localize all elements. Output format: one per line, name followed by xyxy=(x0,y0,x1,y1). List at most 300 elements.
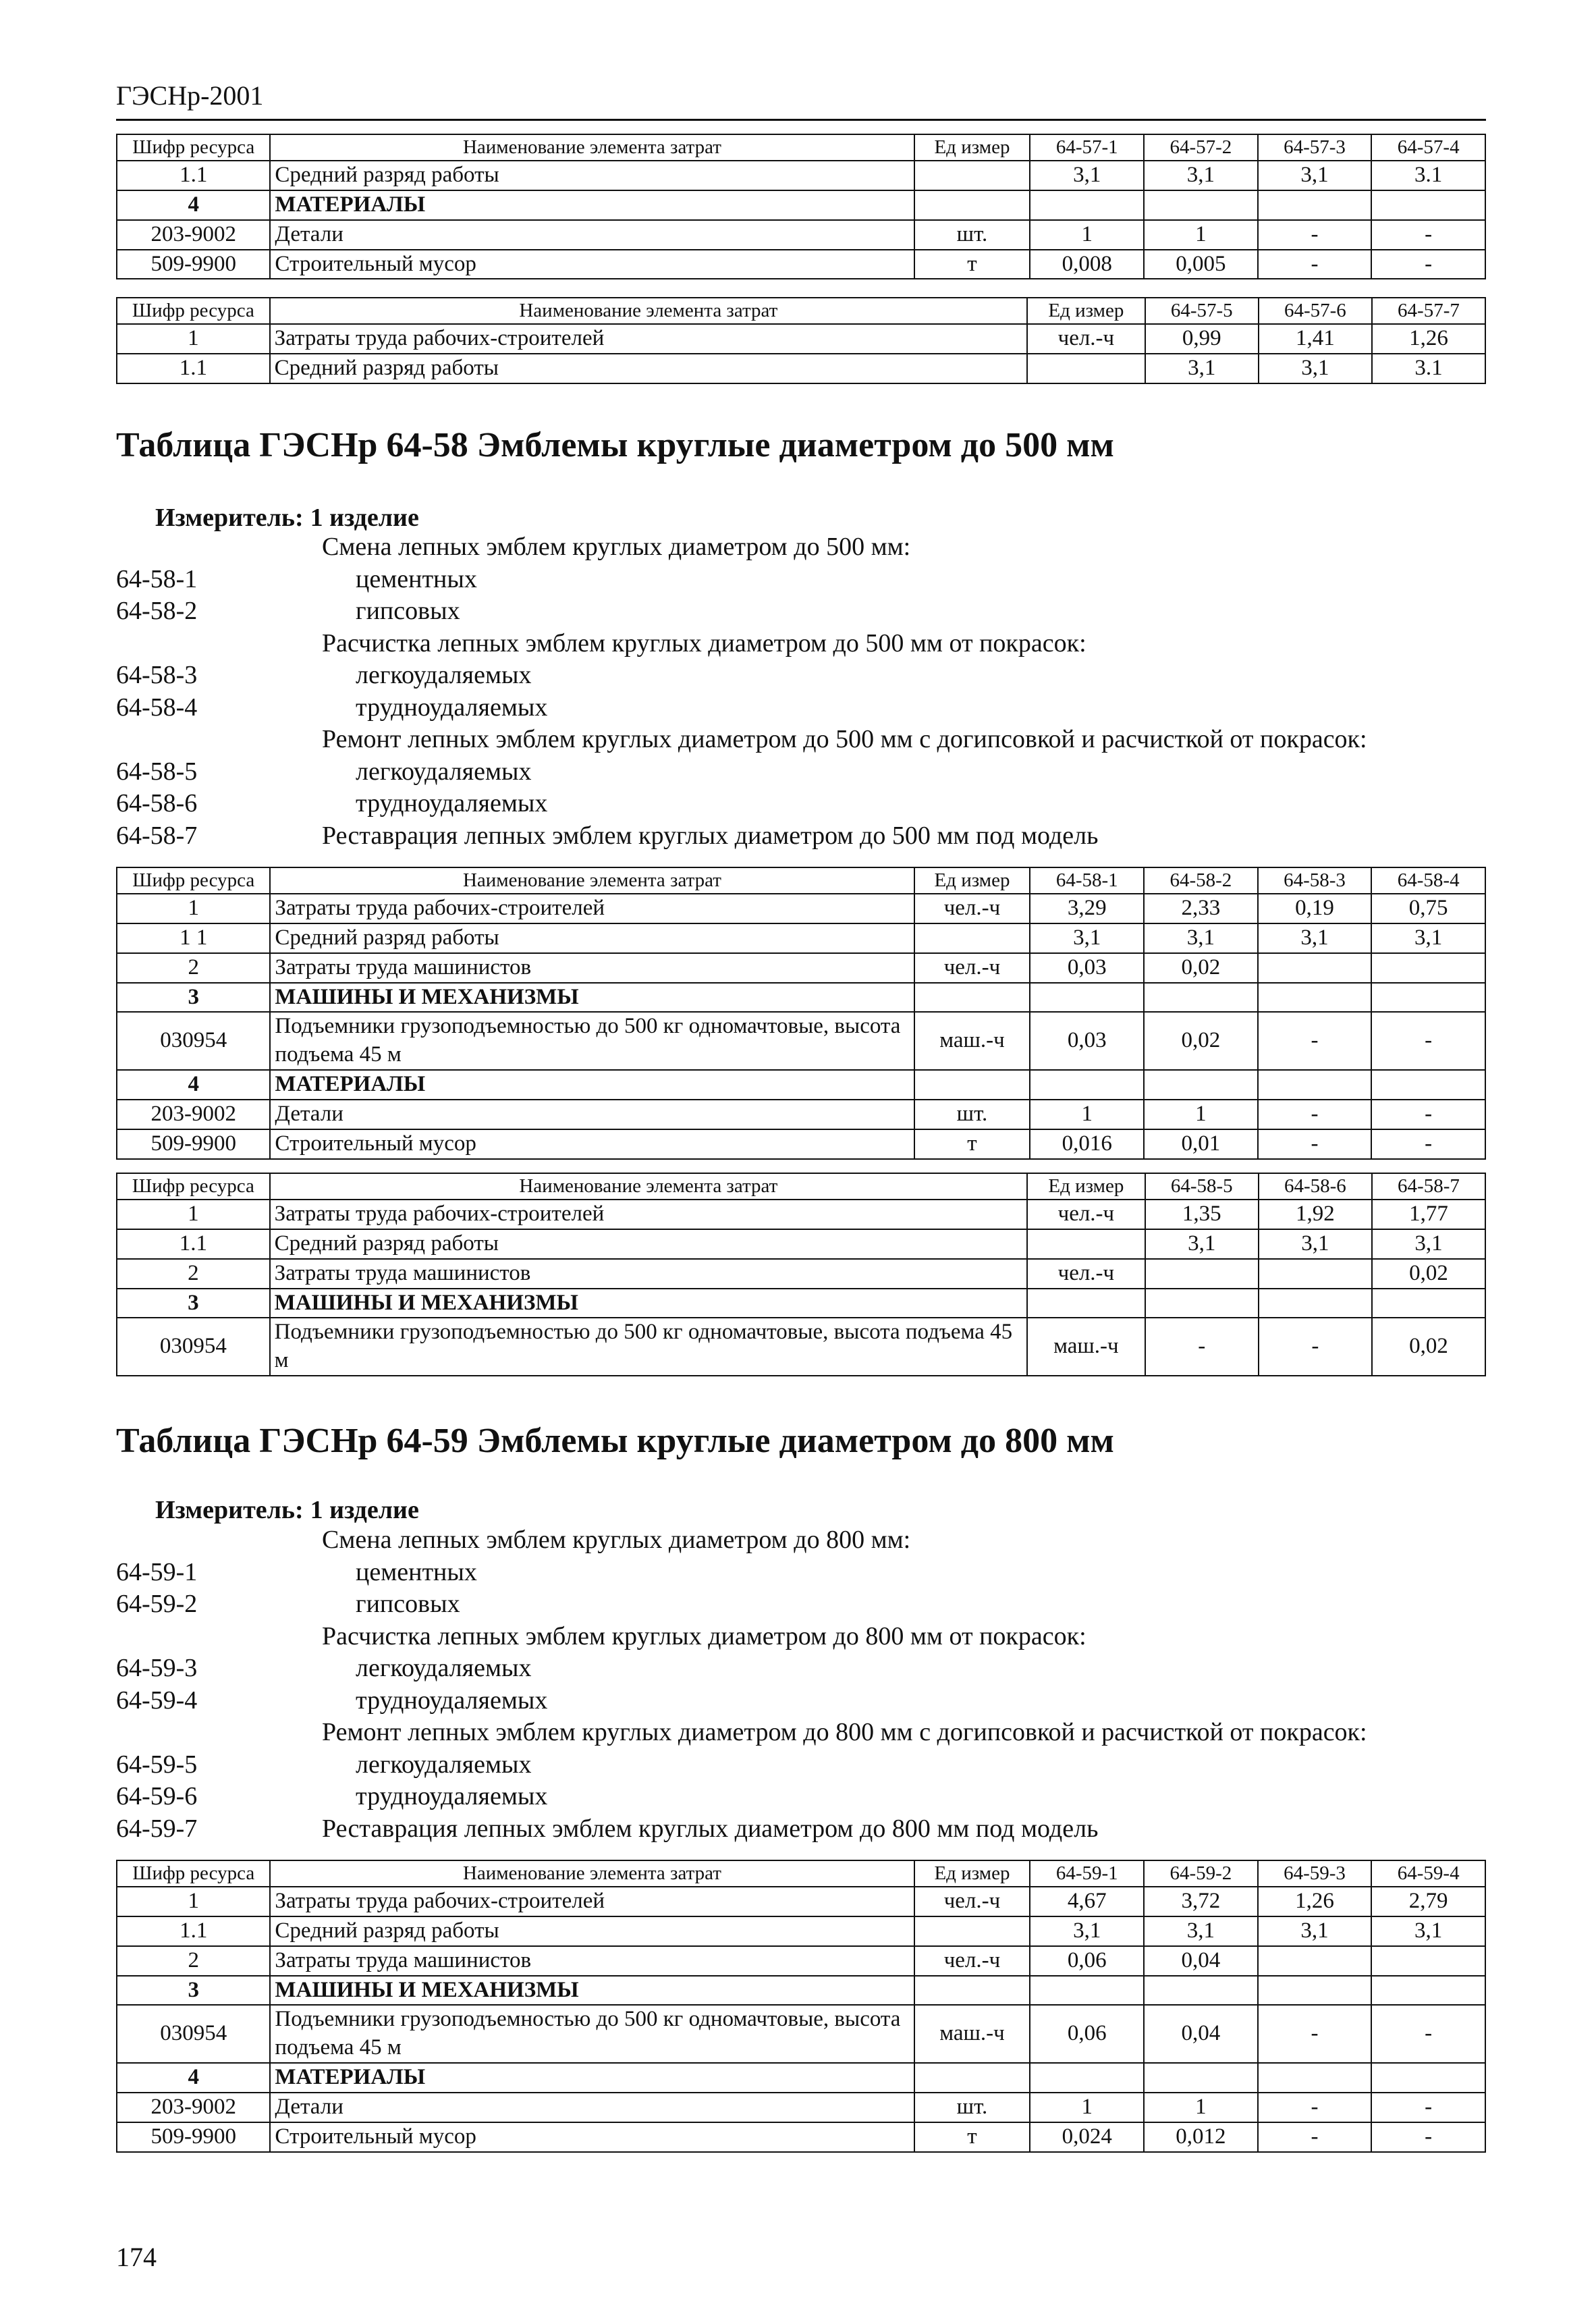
work-code: 64-59-6 xyxy=(116,1782,198,1810)
table-row xyxy=(117,1070,1485,1100)
work-code: 64-58-4 xyxy=(116,693,198,722)
work-text: гипсовых xyxy=(356,597,460,625)
header-rule xyxy=(116,119,1486,121)
col-header-norm: 64-58-4 xyxy=(1371,867,1485,894)
cell-value: 2,33 xyxy=(1144,894,1258,923)
cell-value xyxy=(1371,983,1485,1013)
col-header-unit: Ед измер xyxy=(1027,298,1145,324)
cell-value: 3,1 xyxy=(1371,923,1485,953)
cell-name: Подъемники грузоподъемностью до 500 кг одномачтовые, высота подъема 45 м xyxy=(270,1012,914,1070)
work-code: 64-59-4 xyxy=(116,1686,198,1715)
table-row xyxy=(117,1259,1485,1289)
cell-unit: чел.-ч xyxy=(1027,1259,1145,1289)
work-line xyxy=(116,628,1506,660)
work-text: трудноудаляемых xyxy=(356,1782,548,1810)
cell-value: 3,1 xyxy=(1258,923,1372,953)
cell-unit: т xyxy=(914,2122,1030,2152)
cell-value: 1 xyxy=(1144,220,1258,250)
cell-unit: чел.-ч xyxy=(914,894,1030,923)
work-text: Расчистка лепных эмблем круглых диаметром до 500 мм от покрасок: xyxy=(322,628,1086,657)
cell-value: - xyxy=(1371,1012,1485,1070)
cell-value: 1,92 xyxy=(1259,1200,1372,1229)
work-code: 64-58-5 xyxy=(116,757,198,786)
table-row xyxy=(117,983,1485,1013)
work-text: цементных xyxy=(356,1557,477,1586)
table-row xyxy=(117,2093,1485,2122)
cell-name: Затраты труда машинистов xyxy=(270,1259,1027,1289)
cell-value xyxy=(1030,983,1144,1013)
col-header-code: Шифр ресурса xyxy=(117,867,270,894)
cell-name: Затраты труда рабочих-строителей xyxy=(270,894,914,923)
work-line xyxy=(116,660,1506,692)
work-line xyxy=(116,1652,1506,1685)
cell-value xyxy=(1030,190,1144,220)
table-row xyxy=(117,953,1485,983)
cell-unit: маш.-ч xyxy=(914,1012,1030,1070)
cell-value xyxy=(1258,1946,1372,1976)
table-row xyxy=(117,1887,1485,1916)
table-64-59-1-4 xyxy=(116,1860,1486,2153)
cell-value: 3,72 xyxy=(1144,1887,1258,1916)
cell-unit: т xyxy=(914,250,1030,279)
work-line xyxy=(116,820,1506,853)
table-row xyxy=(117,1946,1485,1976)
work-list-64-59 xyxy=(116,1524,1506,1845)
cell-value xyxy=(1258,1070,1372,1100)
cell-value xyxy=(1144,1976,1258,2006)
cell-code: 509-9900 xyxy=(117,250,270,279)
work-code: 64-58-3 xyxy=(116,661,198,689)
cell-value: 0,02 xyxy=(1144,953,1258,983)
col-header-norm: 64-58-7 xyxy=(1372,1173,1485,1200)
cell-value: 1,35 xyxy=(1145,1200,1259,1229)
cell-value xyxy=(1145,1289,1259,1318)
table-row xyxy=(117,190,1485,220)
cell-code: 1 1 xyxy=(117,923,270,953)
cell-value: 1 xyxy=(1144,1100,1258,1129)
table-title-64-58: Таблица ГЭСНр 64-58 Эмблемы круглые диаметром до 500 мм xyxy=(116,426,1114,464)
header-row xyxy=(117,134,1485,161)
cell-unit xyxy=(914,983,1030,1013)
cell-value: 3,1 xyxy=(1144,161,1258,190)
cell-code: 203-9002 xyxy=(117,220,270,250)
cell-unit: чел.-ч xyxy=(914,1887,1030,1916)
cell-value: 0,016 xyxy=(1030,1129,1144,1159)
cell-name: МАТЕРИАЛЫ xyxy=(270,190,914,220)
cell-unit: чел.-ч xyxy=(914,953,1030,983)
cell-name: Средний разряд работы xyxy=(270,1229,1027,1259)
cell-name: МАТЕРИАЛЫ xyxy=(270,1070,914,1100)
col-header-norm: 64-59-2 xyxy=(1144,1860,1258,1887)
cell-value xyxy=(1030,1070,1144,1100)
table-row xyxy=(117,324,1485,354)
col-header-norm: 64-58-3 xyxy=(1258,867,1372,894)
cell-unit xyxy=(1027,1289,1145,1318)
cell-value: 1 xyxy=(1030,1100,1144,1129)
work-line xyxy=(116,1524,1506,1557)
cell-value: 0,06 xyxy=(1030,2005,1144,2063)
cell-unit xyxy=(914,923,1030,953)
header-row xyxy=(117,1860,1485,1887)
cell-name: Средний разряд работы xyxy=(270,1916,914,1946)
cell-code: 030954 xyxy=(117,1318,270,1376)
cell-value: 3,1 xyxy=(1258,161,1372,190)
cell-value: 0,04 xyxy=(1144,2005,1258,2063)
meter-value: 1 изделие xyxy=(310,1496,419,1524)
col-header-norm: 64-57-2 xyxy=(1144,134,1258,161)
cell-unit xyxy=(914,1916,1030,1946)
cell-value: - xyxy=(1258,250,1372,279)
cell-value: 0,01 xyxy=(1144,1129,1258,1159)
cell-value xyxy=(1144,2063,1258,2093)
cell-value: - xyxy=(1258,2122,1372,2152)
work-line xyxy=(116,1685,1506,1717)
table-row xyxy=(117,220,1485,250)
table-row xyxy=(117,1100,1485,1129)
cell-unit: чел.-ч xyxy=(1027,324,1145,354)
cell-name: Подъемники грузоподъемностью до 500 кг одномачтовые, высота подъема 45 м xyxy=(270,2005,914,2063)
col-header-code: Шифр ресурса xyxy=(117,1860,270,1887)
col-header-code: Шифр ресурса xyxy=(117,298,270,324)
cell-value xyxy=(1371,1976,1485,2006)
cell-unit: чел.-ч xyxy=(914,1946,1030,1976)
cell-value: - xyxy=(1371,2005,1485,2063)
meter-label: Измеритель: xyxy=(155,1496,304,1524)
cell-name: Затраты труда рабочих-строителей xyxy=(270,1200,1027,1229)
table-row xyxy=(117,1200,1485,1229)
work-text: легкоудаляемых xyxy=(356,661,532,689)
col-header-code: Шифр ресурса xyxy=(117,1173,270,1200)
cell-value: - xyxy=(1145,1318,1259,1376)
cell-value: - xyxy=(1371,250,1485,279)
col-header-norm: 64-59-4 xyxy=(1371,1860,1485,1887)
cell-value: 1 xyxy=(1030,220,1144,250)
cell-code: 1 xyxy=(117,1200,270,1229)
meter-value: 1 изделие xyxy=(310,504,419,532)
cell-value: - xyxy=(1259,1318,1372,1376)
col-header-norm: 64-58-1 xyxy=(1030,867,1144,894)
work-text: цементных xyxy=(356,564,477,593)
table-row xyxy=(117,1229,1485,1259)
col-header-norm: 64-59-3 xyxy=(1258,1860,1372,1887)
table-row xyxy=(117,923,1485,953)
cell-value: - xyxy=(1371,2093,1485,2122)
header-row xyxy=(117,867,1485,894)
cell-value xyxy=(1030,1976,1144,2006)
cell-name: МАШИНЫ И МЕХАНИЗМЫ xyxy=(270,1289,1027,1318)
cell-value: 0,024 xyxy=(1030,2122,1144,2152)
cell-value: 0,008 xyxy=(1030,250,1144,279)
work-text: Реставрация лепных эмблем круглых диаметром до 800 мм под модель xyxy=(322,1814,1099,1843)
cell-value: - xyxy=(1258,2005,1372,2063)
table-row xyxy=(117,1289,1485,1318)
cell-unit xyxy=(914,190,1030,220)
work-code: 64-59-1 xyxy=(116,1557,198,1586)
work-line xyxy=(116,1717,1506,1749)
cell-value xyxy=(1371,1070,1485,1100)
cell-name: Строительный мусор xyxy=(270,250,914,279)
col-header-name: Наименование элемента затрат xyxy=(270,1173,1027,1200)
work-line xyxy=(116,1621,1506,1653)
cell-value: 3,1 xyxy=(1030,161,1144,190)
cell-code: 4 xyxy=(117,2063,270,2093)
cell-value xyxy=(1259,1259,1372,1289)
cell-value: 4,67 xyxy=(1030,1887,1144,1916)
cell-value: 3,1 xyxy=(1258,1916,1372,1946)
cell-value: - xyxy=(1371,220,1485,250)
cell-value: 0,75 xyxy=(1371,894,1485,923)
work-line xyxy=(116,756,1506,788)
work-text: Ремонт лепных эмблем круглых диаметром до 500 мм с догипсовкой и расчисткой от покрасок: xyxy=(322,725,1367,753)
cell-name: Средний разряд работы xyxy=(270,354,1027,383)
cell-unit xyxy=(914,1070,1030,1100)
cell-value xyxy=(1144,1070,1258,1100)
col-header-unit: Ед измер xyxy=(914,867,1030,894)
cell-value: 0,04 xyxy=(1144,1946,1258,1976)
work-code: 64-58-6 xyxy=(116,789,198,817)
cell-code: 509-9900 xyxy=(117,2122,270,2152)
table-row xyxy=(117,250,1485,279)
work-code: 64-59-2 xyxy=(116,1590,198,1618)
cell-value xyxy=(1371,190,1485,220)
table-row xyxy=(117,1012,1485,1070)
table-64-58-5-7 xyxy=(116,1173,1486,1376)
col-header-unit: Ед измер xyxy=(914,1860,1030,1887)
cell-unit xyxy=(914,161,1030,190)
col-header-unit: Ед измер xyxy=(914,134,1030,161)
cell-value: 0,03 xyxy=(1030,1012,1144,1070)
work-line xyxy=(116,1781,1506,1813)
cell-value: 3,1 xyxy=(1372,1229,1485,1259)
cell-code: 1.1 xyxy=(117,1916,270,1946)
work-text: легкоудаляемых xyxy=(356,757,532,786)
page-number: 174 xyxy=(116,2242,157,2272)
cell-value: - xyxy=(1258,2093,1372,2122)
cell-name: Средний разряд работы xyxy=(270,161,914,190)
table-row xyxy=(117,1318,1485,1376)
cell-value: 0,06 xyxy=(1030,1946,1144,1976)
cell-value: 0,02 xyxy=(1372,1259,1485,1289)
cell-name: МАШИНЫ И МЕХАНИЗМЫ xyxy=(270,983,914,1013)
col-header-name: Наименование элемента затрат xyxy=(270,298,1027,324)
cell-value: 3,1 xyxy=(1259,1229,1372,1259)
cell-value: 1,41 xyxy=(1259,324,1372,354)
cell-unit: т xyxy=(914,1129,1030,1159)
cell-value xyxy=(1371,1946,1485,1976)
work-line xyxy=(116,1749,1506,1781)
work-code: 64-58-2 xyxy=(116,597,198,625)
work-text: трудноудаляемых xyxy=(356,693,548,722)
col-header-norm: 64-58-5 xyxy=(1145,1173,1259,1200)
work-list-64-58 xyxy=(116,531,1506,852)
cell-code: 030954 xyxy=(117,1012,270,1070)
cell-value xyxy=(1371,953,1485,983)
table-64-57-1-4 xyxy=(116,134,1486,279)
work-code: 64-59-3 xyxy=(116,1654,198,1682)
cell-value: 1,26 xyxy=(1372,324,1485,354)
cell-value: 3.1 xyxy=(1371,161,1485,190)
work-line xyxy=(116,788,1506,820)
cell-name: Затраты труда рабочих-строителей xyxy=(270,1887,914,1916)
work-line xyxy=(116,724,1506,756)
cell-value: 0,99 xyxy=(1145,324,1259,354)
cell-value xyxy=(1371,2063,1485,2093)
work-text: Реставрация лепных эмблем круглых диаметром до 500 мм под модель xyxy=(322,821,1099,850)
work-code: 64-58-7 xyxy=(116,821,198,850)
cell-value xyxy=(1145,1259,1259,1289)
cell-code: 1.1 xyxy=(117,354,270,383)
work-code: 64-59-5 xyxy=(116,1750,198,1779)
col-header-name: Наименование элемента затрат xyxy=(270,1860,914,1887)
cell-value: 1,26 xyxy=(1258,1887,1372,1916)
cell-value: 0,005 xyxy=(1144,250,1258,279)
cell-unit: шт. xyxy=(914,2093,1030,2122)
work-text: гипсовых xyxy=(356,1590,460,1618)
cell-value: 3,1 xyxy=(1144,1916,1258,1946)
work-text: легкоудаляемых xyxy=(356,1750,532,1779)
col-header-norm: 64-57-3 xyxy=(1258,134,1372,161)
cell-name: Затраты труда машинистов xyxy=(270,1946,914,1976)
work-line xyxy=(116,692,1506,724)
cell-value xyxy=(1144,983,1258,1013)
cell-unit: шт. xyxy=(914,1100,1030,1129)
cell-name: Средний разряд работы xyxy=(270,923,914,953)
col-header-norm: 64-57-7 xyxy=(1372,298,1485,324)
work-line xyxy=(116,1813,1506,1846)
cell-unit xyxy=(1027,1229,1145,1259)
work-line xyxy=(116,564,1506,596)
cell-value: 1 xyxy=(1144,2093,1258,2122)
cell-unit: маш.-ч xyxy=(1027,1318,1145,1376)
work-code: 64-58-1 xyxy=(116,564,198,593)
table-row xyxy=(117,1976,1485,2006)
col-header-norm: 64-58-6 xyxy=(1259,1173,1372,1200)
cell-code: 2 xyxy=(117,1946,270,1976)
header-row xyxy=(117,1173,1485,1200)
page-header: ГЭСНр-2001 xyxy=(116,80,264,111)
work-text: легкоудаляемых xyxy=(356,1654,532,1682)
cell-code: 1.1 xyxy=(117,1229,270,1259)
cell-value: 0,02 xyxy=(1372,1318,1485,1376)
cell-code: 1 xyxy=(117,894,270,923)
work-line xyxy=(116,1557,1506,1589)
cell-value: - xyxy=(1258,220,1372,250)
cell-name: МАТЕРИАЛЫ xyxy=(270,2063,914,2093)
cell-value: 0,02 xyxy=(1144,1012,1258,1070)
cell-value xyxy=(1258,1976,1372,2006)
col-header-norm: 64-57-1 xyxy=(1030,134,1144,161)
cell-name: Затраты труда машинистов xyxy=(270,953,914,983)
cell-code: 1 xyxy=(117,324,270,354)
cell-value: 3,1 xyxy=(1030,923,1144,953)
table-row xyxy=(117,894,1485,923)
cell-value xyxy=(1258,953,1372,983)
cell-value: - xyxy=(1371,1100,1485,1129)
cell-code: 1.1 xyxy=(117,161,270,190)
cell-name: МАШИНЫ И МЕХАНИЗМЫ xyxy=(270,1976,914,2006)
cell-value: 2,79 xyxy=(1371,1887,1485,1916)
cell-name: Затраты труда рабочих-строителей xyxy=(270,324,1027,354)
cell-value: - xyxy=(1258,1129,1372,1159)
cell-code: 3 xyxy=(117,983,270,1013)
cell-name: Подъемники грузоподъемностью до 500 кг одномачтовые, высота подъема 45 м xyxy=(270,1318,1027,1376)
table-row xyxy=(117,1916,1485,1946)
col-header-norm: 64-59-1 xyxy=(1030,1860,1144,1887)
table-row xyxy=(117,2122,1485,2152)
work-text: Смена лепных эмблем круглых диаметром до 800 мм: xyxy=(322,1526,911,1554)
cell-value: 3,1 xyxy=(1259,354,1372,383)
table-title-64-59: Таблица ГЭСНр 64-59 Эмблемы круглые диаметром до 800 мм xyxy=(116,1422,1114,1460)
cell-value: 3,1 xyxy=(1371,1916,1485,1946)
work-line xyxy=(116,1588,1506,1621)
cell-name: Детали xyxy=(270,220,914,250)
table-row xyxy=(117,161,1485,190)
cell-unit: шт. xyxy=(914,220,1030,250)
cell-value: 3,1 xyxy=(1030,1916,1144,1946)
work-line xyxy=(116,531,1506,564)
table-row xyxy=(117,1129,1485,1159)
cell-code: 2 xyxy=(117,953,270,983)
cell-unit xyxy=(1027,354,1145,383)
cell-value: - xyxy=(1371,1129,1485,1159)
cell-unit: чел.-ч xyxy=(1027,1200,1145,1229)
col-header-norm: 64-57-4 xyxy=(1371,134,1485,161)
cell-name: Детали xyxy=(270,1100,914,1129)
work-text: трудноудаляемых xyxy=(356,1686,548,1715)
cell-value: 3,1 xyxy=(1145,1229,1259,1259)
work-line xyxy=(116,595,1506,628)
col-header-norm: 64-57-6 xyxy=(1259,298,1372,324)
cell-code: 2 xyxy=(117,1259,270,1289)
cell-unit xyxy=(914,2063,1030,2093)
cell-value: 1 xyxy=(1030,2093,1144,2122)
meter-label: Измеритель: xyxy=(155,504,304,532)
cell-value xyxy=(1259,1289,1372,1318)
header-row xyxy=(117,298,1485,324)
col-header-norm: 64-58-2 xyxy=(1144,867,1258,894)
work-text: трудноудаляемых xyxy=(356,789,548,817)
table-64-58-1-4 xyxy=(116,867,1486,1160)
cell-value xyxy=(1030,2063,1144,2093)
meter-64-58 xyxy=(155,503,419,533)
cell-value: - xyxy=(1371,2122,1485,2152)
cell-value xyxy=(1258,190,1372,220)
cell-code: 203-9002 xyxy=(117,2093,270,2122)
col-header-name: Наименование элемента затрат xyxy=(270,867,914,894)
cell-code: 3 xyxy=(117,1976,270,2006)
cell-code: 4 xyxy=(117,1070,270,1100)
col-header-unit: Ед измер xyxy=(1027,1173,1145,1200)
cell-code: 3 xyxy=(117,1289,270,1318)
cell-unit xyxy=(914,1976,1030,2006)
cell-code: 509-9900 xyxy=(117,1129,270,1159)
cell-value: 0,03 xyxy=(1030,953,1144,983)
cell-value xyxy=(1372,1289,1485,1318)
work-text: Расчистка лепных эмблем круглых диаметром до 800 мм от покрасок: xyxy=(322,1621,1086,1650)
cell-name: Детали xyxy=(270,2093,914,2122)
cell-value: 0,012 xyxy=(1144,2122,1258,2152)
cell-value: 3,29 xyxy=(1030,894,1144,923)
cell-value: - xyxy=(1258,1012,1372,1070)
cell-name: Строительный мусор xyxy=(270,2122,914,2152)
cell-unit: маш.-ч xyxy=(914,2005,1030,2063)
cell-value: 3.1 xyxy=(1372,354,1485,383)
table-row xyxy=(117,2063,1485,2093)
meter-64-59 xyxy=(155,1495,419,1525)
work-text: Ремонт лепных эмблем круглых диаметром до 800 мм с догипсовкой и расчисткой от покрасок: xyxy=(322,1718,1367,1746)
cell-value xyxy=(1144,190,1258,220)
cell-code: 030954 xyxy=(117,2005,270,2063)
